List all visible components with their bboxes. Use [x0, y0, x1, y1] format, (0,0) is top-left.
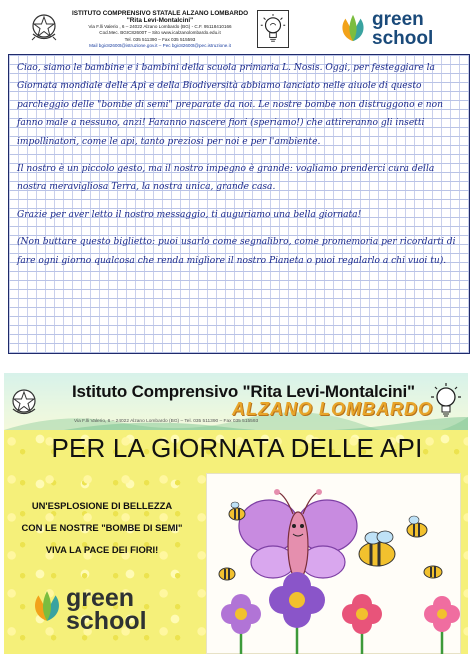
letter-paragraph-1: Ciao, siamo le bambine e i bambini della scuola primaria L. Nosis. Oggi, per festeggiare la Giornata mondiale delle Api e della Biodiversità abbiamo lanciato nelle aiuole di questo parcheggio delle "bombe di semi" preparate da noi. Le nostre bombe non distruggono e non fanno male a nessuno, anzi! Faranno nascere fiori (speriamo!) che attireranno gli insetti impollinatori, come le api, tanto preziosi per noi e per l'ambiente. [17, 63, 443, 147]
flower-icon [221, 594, 261, 654]
green-school-leaf-icon [338, 13, 368, 43]
school-code-website: Cod.Mec. BGIC82600T – Sito www.icalzanolombardo.edu.it [99, 30, 221, 36]
school-phone: Tel. 035 511390 – Fax 035 515593 [124, 36, 196, 42]
poster-school-name: Istituto Comprensivo "Rita Levi-Montalcini" [72, 382, 415, 401]
bee-icon [219, 568, 235, 580]
bee-icon [424, 566, 442, 578]
slogan-line-2: CON LE NOSTRE "BOMBE DI SEMI" [21, 522, 183, 533]
letter-paragraph-4: (Non buttare questo biglietto: puoi usarlo come segnalibro, come promemoria per ricordarti di fare ogni giorno qualcosa che renda migliore il nostro Pianeta o puoi regalarlo a chi vuoi tu). [17, 237, 456, 266]
brand-green: green [66, 584, 135, 612]
bee-icon [407, 516, 427, 537]
bee-icon [229, 502, 245, 520]
school-name-line: ISTITUTO COMPRENSIVO STATALE ALZANO LOMBARDO [71, 10, 249, 17]
poster-title: PER LA GIORNATA DELLE API [51, 433, 423, 463]
poster-address: Via F.lli Valerio, 6 – 24022 Alzano Lombardo (BG) – Tel. 035 511390 – Fax 035 515593 [74, 419, 259, 424]
flower-icon [269, 572, 325, 654]
brand-school: school [372, 28, 434, 49]
slogan-line-3: VIVA LA PACE DEI FIORI! [45, 544, 159, 555]
school-dedication: "Rita Levi-Montalcini" [126, 17, 194, 24]
slogan-line-1: UN'ESPLOSIONE DI BELLEZZA [31, 500, 173, 511]
green-school-logo-bottom [30, 583, 160, 643]
lightbulb-logo-icon [429, 381, 463, 423]
handwritten-letter [8, 54, 470, 354]
bee-icon [359, 531, 395, 566]
poster-body [4, 430, 468, 654]
school-email: Mail bgic82600t@istruzione.gov.it – Pec bgic82600t@pec.istruzione.it [89, 42, 231, 48]
butterfly-icon [239, 489, 357, 580]
bee-day-poster [4, 373, 468, 654]
lightbulb-logo-icon [257, 10, 289, 48]
green-school-logo [338, 10, 468, 50]
school-info [66, 10, 254, 49]
green-school-leaf-icon [30, 589, 64, 623]
letter-paragraph-2: Il nostro è un piccolo gesto, ma il nostro impegno è grande: vogliamo prenderci cura della nostra meravigliosa Terra, la nostra unica, grande casa. [17, 164, 435, 193]
poster-town: ALZANO LOMBARDO [232, 399, 433, 419]
brand-green: green [372, 9, 424, 30]
letter-paragraph-3: Grazie per aver letto il nostro messaggio, ti auguriamo una bella giornata! [17, 209, 362, 220]
letterhead [4, 4, 468, 54]
drawing-canvas [207, 474, 462, 655]
flower-icon [424, 596, 460, 654]
letter-text [17, 59, 463, 279]
poster-header [4, 373, 468, 430]
republic-emblem-icon [30, 12, 58, 42]
flower-icon [342, 594, 382, 654]
school-address: Via F.lli Valerio , 6 – 24022 Alzano Lombardo (BG) - C.F. 95118410166 [88, 24, 232, 29]
children-drawing [206, 473, 461, 654]
brand-school: school [66, 607, 147, 635]
